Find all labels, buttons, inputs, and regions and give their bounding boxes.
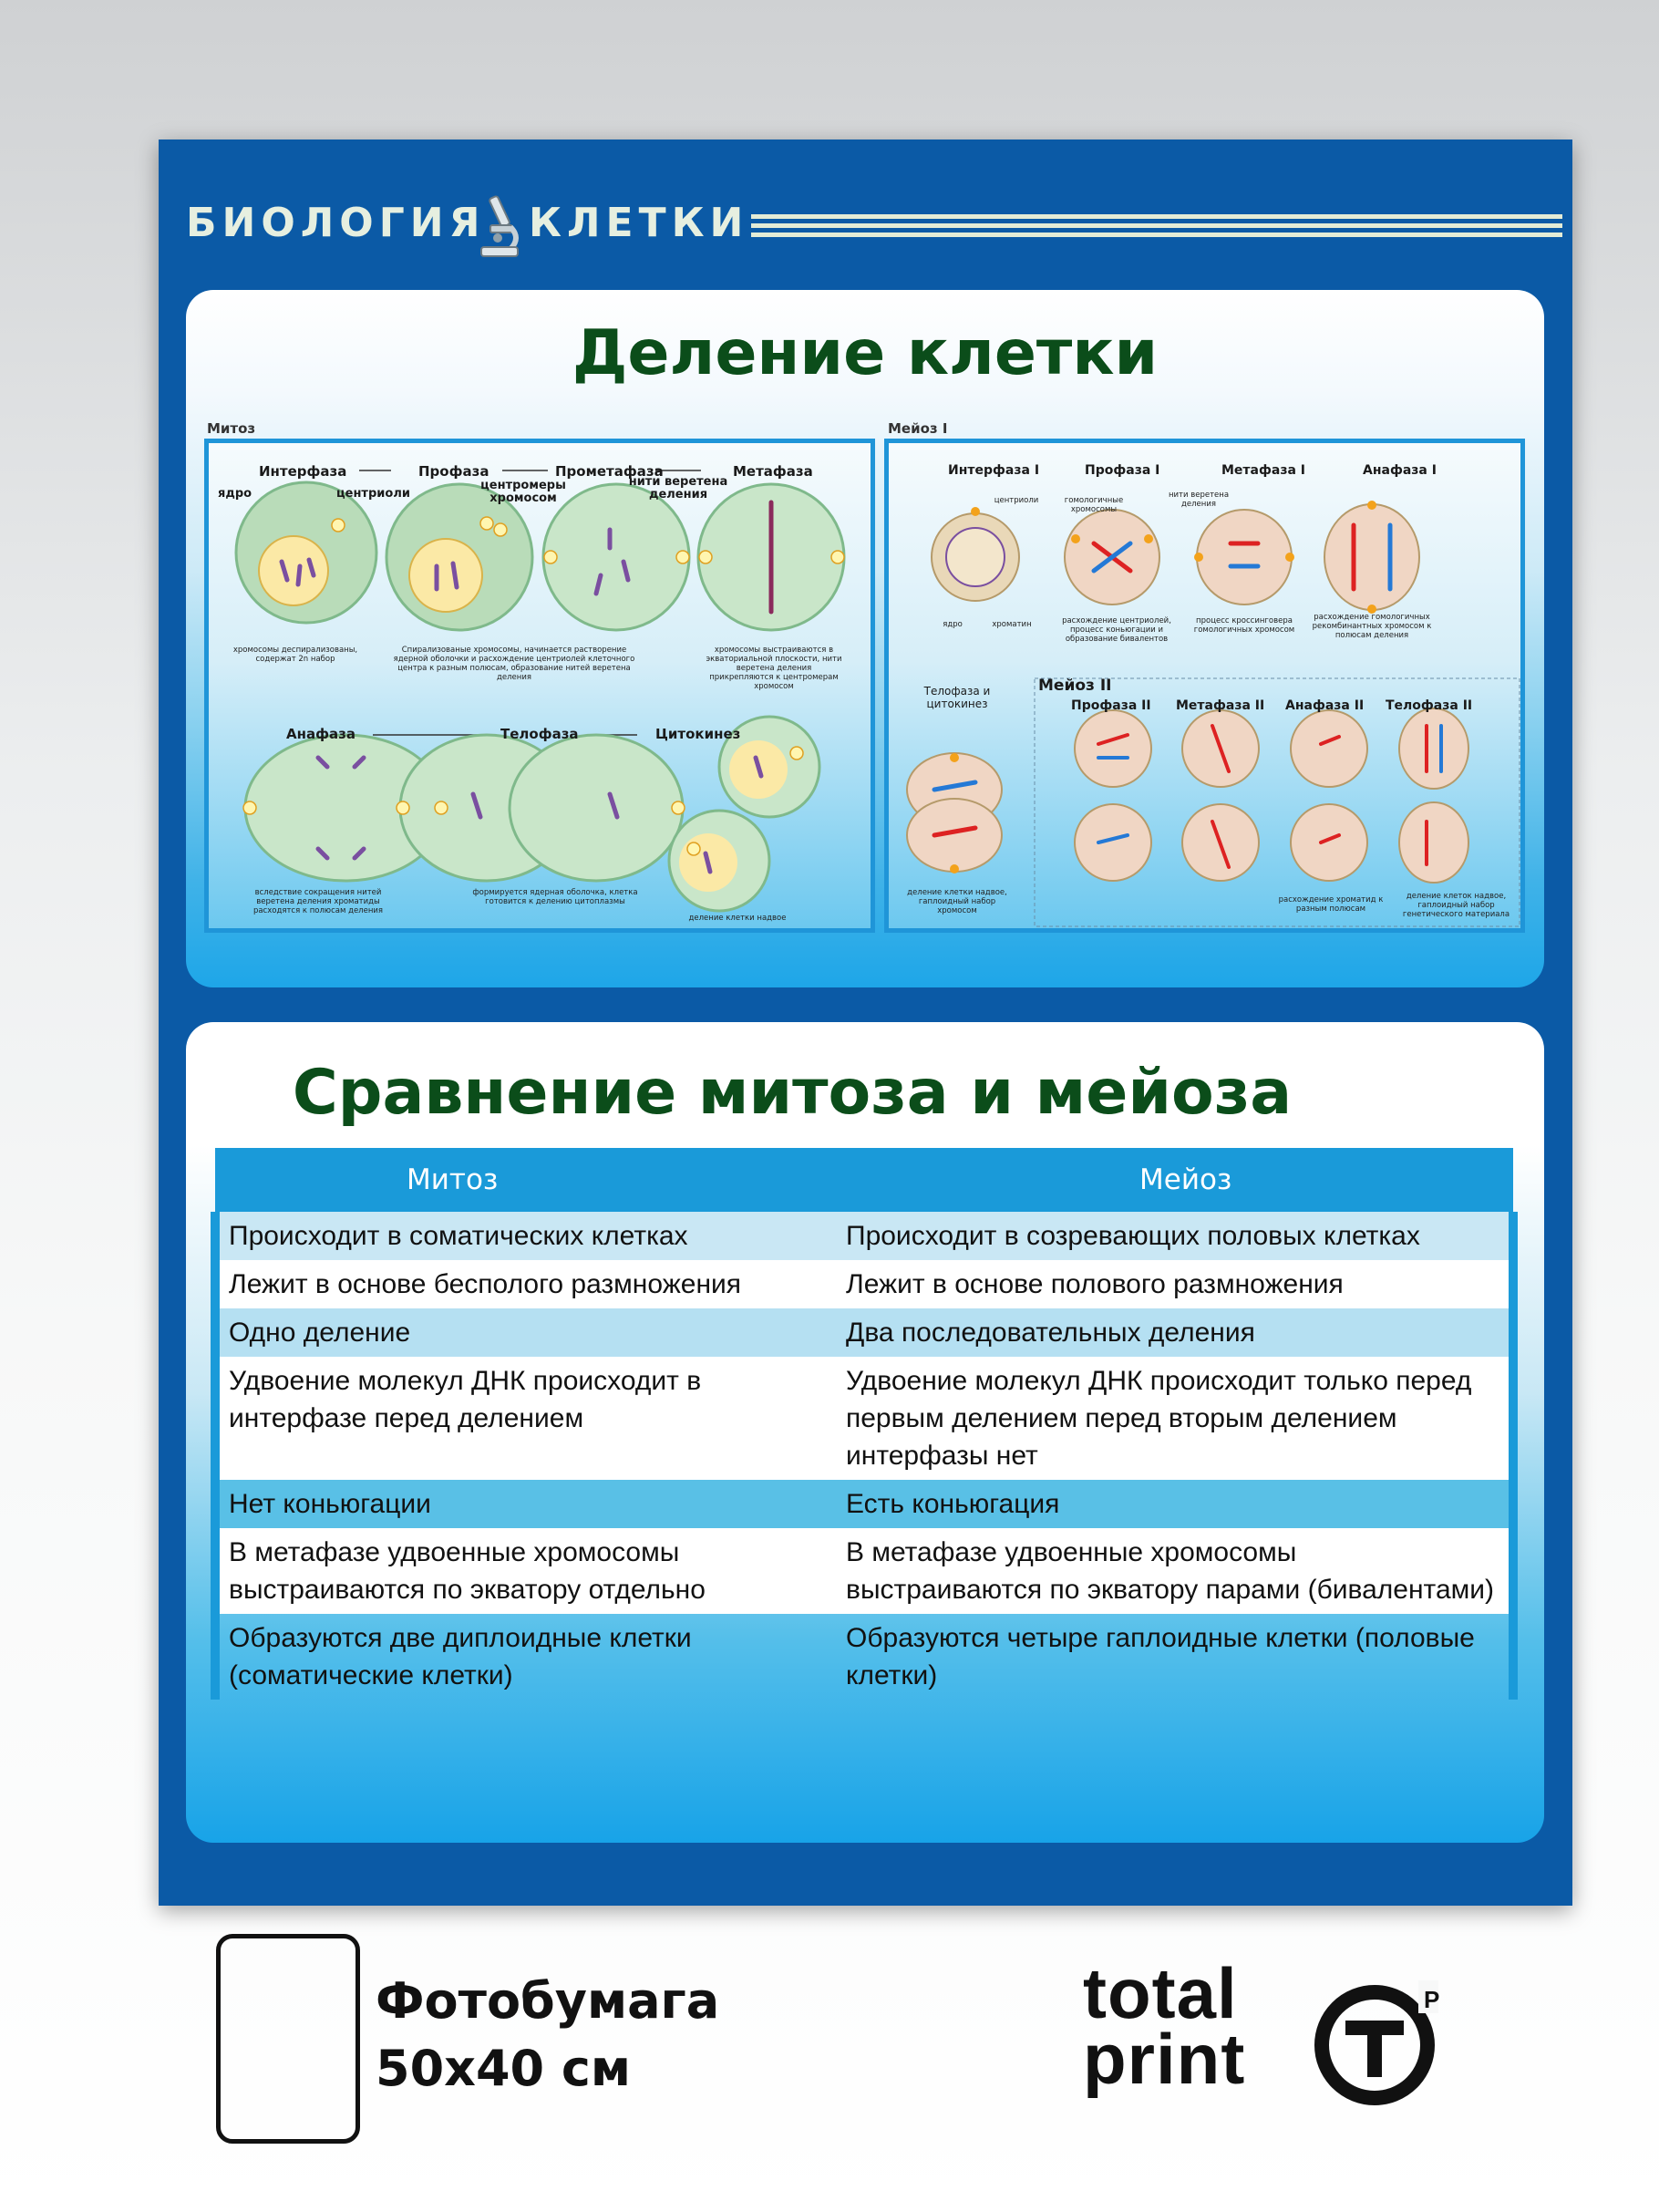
meiosis1-anaphase: Анафаза I [1363, 463, 1437, 478]
caption-meiosis2-anaphase: расхождение хроматид к разным полюсам [1278, 895, 1384, 914]
header-meiosis: Мейоз [837, 1148, 1513, 1212]
comparison-table [211, 1148, 1518, 1700]
meiosis2-label: Мейоз II [1038, 677, 1112, 695]
table-row [215, 1614, 1513, 1700]
cell-meiosis: Образуются четыре гаплоидные клетки (половые клетки) [837, 1614, 1513, 1700]
poster [159, 140, 1572, 1906]
caption-meiosis1-anaphase: расхождение гомологичных рекомбинантных хромосом к полюсам деления [1312, 613, 1432, 640]
table-row [215, 1528, 1513, 1614]
header-mitosis: Митоз [215, 1148, 837, 1212]
meiosis2-anaphase: Анафаза II [1285, 698, 1365, 713]
cell-meiosis: Лежит в основе полового размножения [837, 1260, 1513, 1308]
brand-word-1: БИОЛОГИЯ [186, 200, 486, 246]
cell-meiosis: В метафазе удвоенные хромосомы выстраиваются по экватору парами (бивалентами) [837, 1528, 1513, 1614]
logo-superscript: P [1424, 1986, 1440, 2013]
table-row [215, 1260, 1513, 1308]
table-row [215, 1212, 1513, 1260]
phase-interphase: Интерфаза [259, 463, 347, 480]
cell-meiosis: Происходит в созревающих половых клетках [837, 1212, 1513, 1260]
cell-meiosis: Есть коньюгация [837, 1480, 1513, 1528]
cell-mitosis: В метафазе удвоенные хромосомы выстраиваются по экватору отдельно [215, 1528, 837, 1614]
meiosis1-metaphase: Метафаза I [1221, 463, 1305, 478]
caption-telophase-m: деление клетки надвое, гаплоидный набор хромосом [907, 888, 1007, 915]
cell-mitosis: Удвоение молекул ДНК происходит в интерфазе перед делением [215, 1357, 837, 1480]
caption-metaphase: хромосомы выстраиваются в экваториальной плоскости, нити веретена деления прикрепляются к центромерам хромосом [706, 646, 842, 691]
caption-meiosis2-telophase: деление клеток надвое, гаплоидный набор генетического материала [1402, 892, 1510, 919]
poster-header [186, 196, 1553, 251]
mitosis-cells [236, 479, 844, 911]
cell-mitosis: Происходит в соматических клетках [215, 1212, 837, 1260]
caption-meiosis1-metaphase: процесс кроссинговера гомологичных хромосом [1193, 616, 1295, 635]
size-label: 50x40 см [376, 2040, 632, 2097]
table-row [215, 1480, 1513, 1528]
division-title: Деление клетки [572, 317, 1159, 389]
meiosis1-prophase: Профаза I [1085, 463, 1160, 478]
phase-prophase: Профаза [418, 463, 489, 480]
division-panel [186, 290, 1544, 987]
cell-mitosis: Нет коньюгации [215, 1480, 837, 1528]
telophase-cytokinesis-label: Телофаза и цитокинез [923, 685, 991, 710]
meiosis2-metaphase: Метафаза II [1176, 698, 1265, 713]
caption-anaphase: вследствие сокращения нитей веретена деления хроматиды расходятся к полюсам деления [252, 888, 384, 915]
table-row [215, 1308, 1513, 1357]
caption-prophase: Спирализованые хромосомы, начинается растворение ядерной оболочки и расхождение центриолей клеточного центра к разным полюсам, образование нитей веретена деления [393, 646, 635, 682]
phase-cytokinesis: Цитокинез [655, 726, 741, 742]
brand-word-2: КЛЕТКИ [529, 200, 749, 246]
comparison-title: Сравнение митоза и мейоза [292, 1057, 1293, 1129]
meiosis-label: Мейоз I [888, 420, 948, 437]
label-centromeres: центромеры хромосом [480, 479, 566, 505]
caption-interphase: хромосомы деспирализованы, содержат 2n набор [232, 646, 358, 664]
comparison-panel [186, 1022, 1544, 1843]
label-nucleus-m: ядро [943, 620, 963, 629]
phase-prometaphase: Прометафаза [555, 463, 664, 480]
phase-telophase: Телофаза [500, 726, 579, 742]
meiosis1-interphase: Интерфаза I [948, 463, 1040, 478]
mitosis-diagram [204, 439, 875, 933]
phase-metaphase: Метафаза [733, 463, 813, 480]
logo-line-2: print [1083, 2019, 1246, 2099]
label-centrioles-m: центриоли [994, 496, 1039, 505]
totalprint-logo-icon [1311, 1968, 1457, 2114]
material-label: Фотобумага [376, 1972, 720, 2030]
microscope-icon [470, 191, 525, 264]
meiosis2-prophase: Профаза II [1071, 698, 1151, 713]
label-homologs: гомологичные хромосомы [1064, 496, 1124, 514]
cell-meiosis: Два последовательных деления [837, 1308, 1513, 1357]
cell-mitosis: Образуются две диплоидные клетки (соматические клетки) [215, 1614, 837, 1700]
caption-meiosis1-prophase: расхождение центриолей, процесс коньюгации и образование бивалентов [1062, 616, 1171, 644]
logo-line-1: total [1083, 1953, 1238, 2033]
cell-mitosis: Лежит в основе бесполого размножения [215, 1260, 837, 1308]
caption-telophase: формируется ядерная оболочка, клетка готовится к делению цитоплазмы [472, 888, 638, 906]
header-lines [751, 214, 1562, 242]
cell-meiosis: Удвоение молекул ДНК происходит только перед первым делением перед вторым делением интерфазы нет [837, 1357, 1513, 1480]
phase-anaphase: Анафаза [286, 726, 356, 742]
meiosis-diagram [884, 439, 1525, 933]
meiosis2-cells [1075, 708, 1468, 883]
label-nucleus: ядро [218, 487, 252, 501]
brand-logo-text [1083, 1953, 1246, 2099]
paper-format-icon [216, 1934, 360, 2144]
label-centrioles: центриоли [336, 487, 410, 501]
caption-cytokinesis: деление клетки надвое [688, 914, 787, 923]
product-info [376, 1968, 719, 2103]
cell-mitosis: Одно деление [215, 1308, 837, 1357]
label-chromatin: хроматин [992, 620, 1032, 629]
mitosis-label: Митоз [207, 420, 256, 437]
label-spindle-m: нити веретена деления [1168, 491, 1230, 509]
meiosis2-telophase: Телофаза II [1386, 698, 1473, 713]
table-row [215, 1357, 1513, 1480]
label-spindle: нити веретена деления [628, 475, 728, 501]
